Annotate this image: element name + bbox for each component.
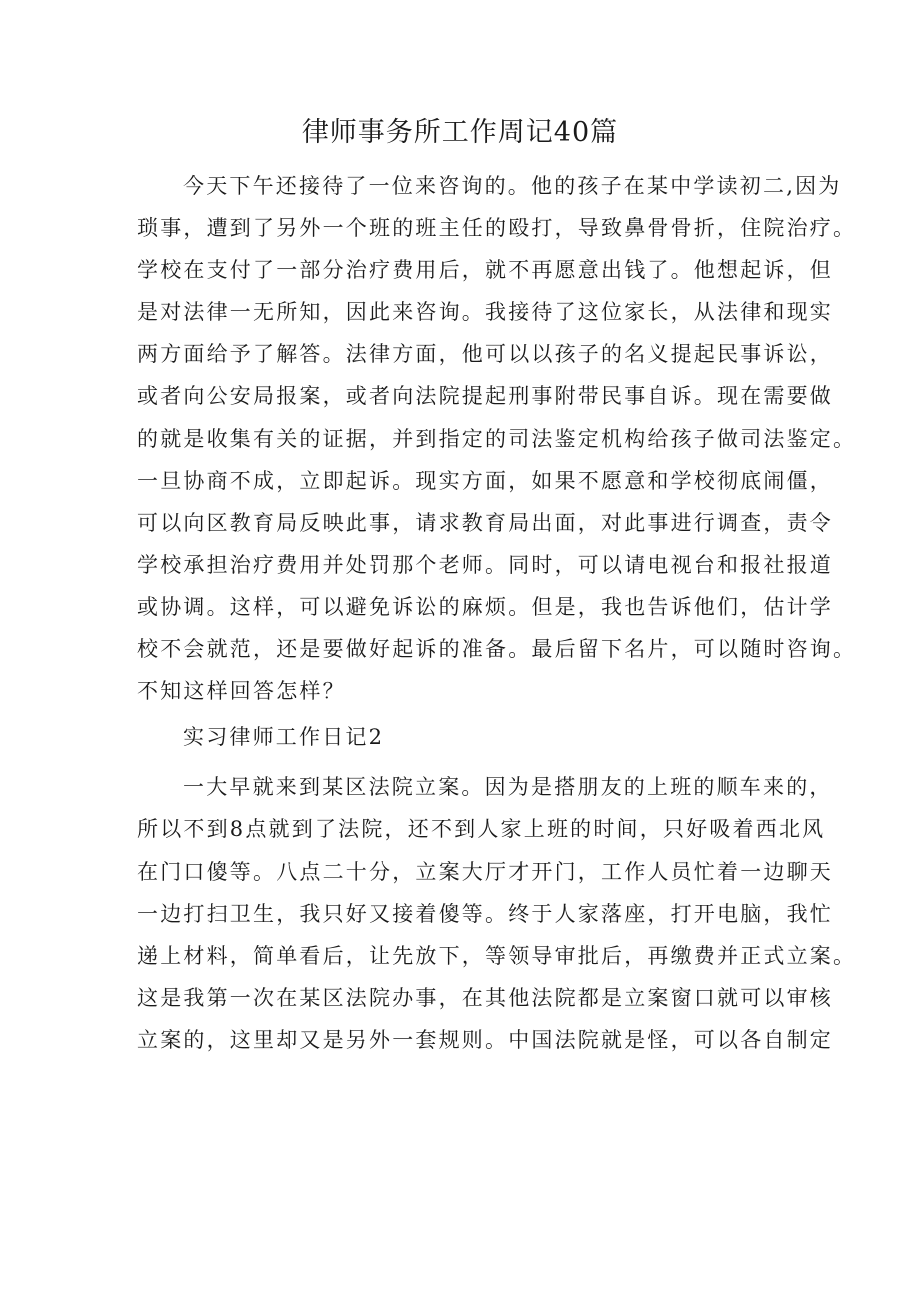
paragraph-line: 一边打扫卫生，我只好又接着傻等。终于人家落座，打开电脑，我忙 [137, 901, 833, 926]
paragraph-line: 今天下午还接待了一位来咨询的。他的孩子在某中学读初二,因为 [183, 174, 842, 198]
paragraph-line: 在门口傻等。八点二十分，立案大厅才开门，工作人员忙着一边聊天 [137, 859, 833, 884]
paragraph-line: 是对法律一无所知，因此来咨询。我接待了这位家长，从法律和现实 [137, 300, 833, 325]
document-body [137, 165, 857, 1061]
paragraph-line: 一旦协商不成，立即起诉。现实方面，如果不愿意和学校彻底闹僵， [137, 468, 833, 493]
paragraph-line: 或者向公安局报案，或者向法院提起刑事附带民事自诉。现在需要做 [137, 384, 833, 409]
paragraph-line: 校不会就范，还是要做好起诉的准备。最后留下名片，可以随时咨询。 [137, 637, 857, 662]
paragraph-line: 递上材料，简单看后，让先放下，等领导审批后，再缴费并正式立案。 [137, 943, 857, 968]
paragraph-line: 这是我第一次在某区法院办事，在其他法院都是立案窗口就可以审核 [137, 985, 833, 1010]
paragraph-line: 学校承担治疗费用并处罚那个老师。同时，可以请电视台和报社报道 [137, 552, 833, 577]
paragraph-line: 两方面给予了解答。法律方面，他可以以孩子的名义提起民事诉讼， [137, 342, 833, 367]
paragraph-line: 不知这样回答怎样？ [137, 679, 346, 704]
paragraph-1 [137, 165, 857, 712]
paragraph-line: 可以向区教育局反映此事，请求教育局出面，对此事进行调查，责令 [137, 510, 833, 535]
paragraph-line: 或协调。这样，可以避免诉讼的麻烦。但是，我也告诉他们，估计学 [137, 594, 833, 619]
document-title: 律师事务所工作周记40篇 [301, 117, 619, 148]
paragraph-line: 所以不到8点就到了法院，还不到人家上班的时间，只好吸着西北风 [137, 817, 826, 842]
paragraph-line: 学校在支付了一部分治疗费用后，就不再愿意出钱了。他想起诉，但 [137, 258, 833, 283]
paragraph-line: 立案的，这里却又是另外一套规则。中国法院就是怪，可以各自制定 [137, 1027, 833, 1052]
paragraph-line: 一大早就来到某区法院立案。因为是搭朋友的上班的顺车来的， [183, 775, 833, 800]
section-subheading: 实习律师工作日记2 [183, 725, 385, 750]
paragraph-line: 琐事，遭到了另外一个班的班主任的殴打，导致鼻骨骨折，住院治疗。 [137, 216, 857, 241]
paragraph-line: 的就是收集有关的证据，并到指定的司法鉴定机构给孩子做司法鉴定。 [137, 426, 857, 451]
paragraph-2 [137, 766, 857, 1061]
